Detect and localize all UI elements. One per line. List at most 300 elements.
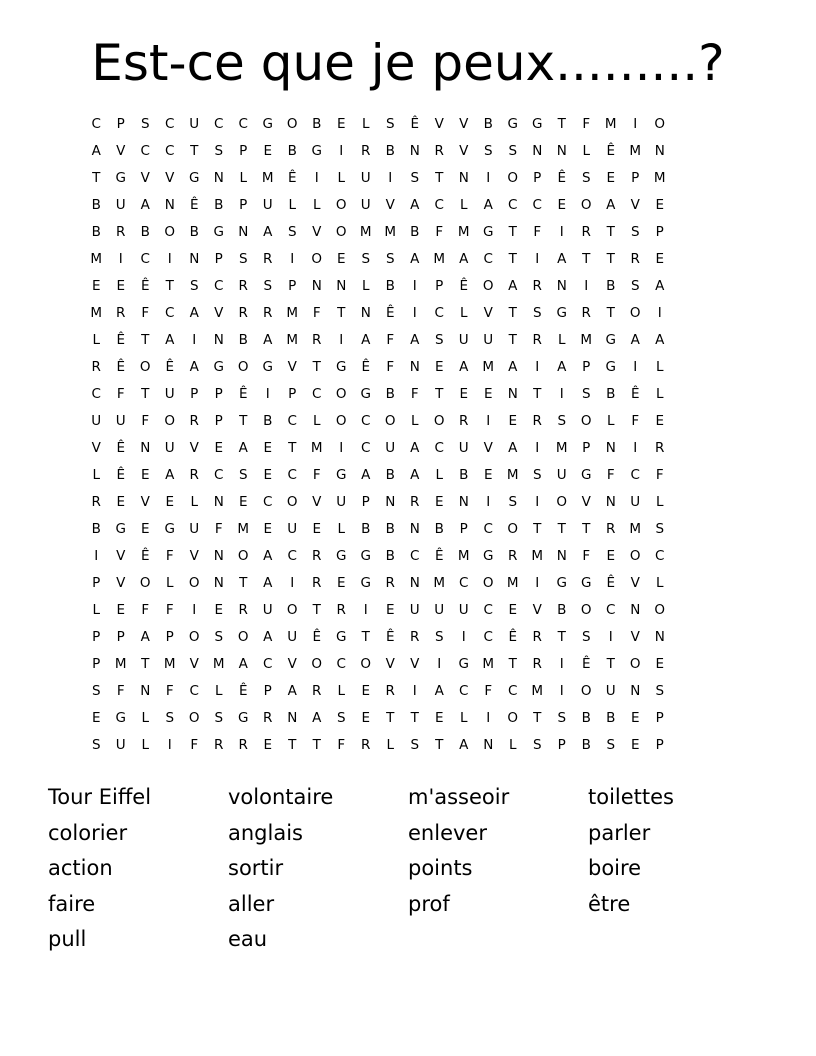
grid-letter: T [337,305,346,321]
grid-letter: S [238,251,248,267]
grid-letter: O [139,575,151,591]
grid-letter: C [434,305,444,321]
grid-letter: N [360,305,371,321]
grid-letter: G [164,521,175,537]
grid-letter: R [263,710,273,726]
grid-letter: M [580,332,593,348]
grid-letter: N [483,737,494,753]
grid-letter: T [239,575,248,591]
grid-letter: L [312,197,321,213]
grid-letter: N [164,197,175,213]
grid-letter: A [312,710,322,726]
grid-letter: O [237,629,249,645]
grid-letter: I [265,386,270,402]
grid-letter: S [385,116,395,132]
grid-row [84,248,732,275]
grid-letter: I [559,656,564,672]
grid-letter: T [239,413,248,429]
grid-row [84,518,732,545]
grid-letter: L [165,575,174,591]
grid-letter: Ê [116,359,126,375]
grid-letter: A [189,305,199,321]
grid-letter: L [92,467,101,483]
grid-letter: E [116,278,126,294]
grid-letter: G [115,170,126,186]
grid-letter: E [434,494,444,510]
grid-letter: S [238,467,248,483]
grid-letter: R [91,359,101,375]
grid-letter: A [165,332,175,348]
grid-letter: A [508,440,518,456]
grid-letter: I [412,683,417,699]
grid-letter: G [483,224,494,240]
grid-letter: R [581,305,591,321]
grid-letter: E [508,413,518,429]
grid-letter: E [630,710,640,726]
grid-letter: N [213,548,224,564]
grid-row [84,626,732,653]
grid-letter: C [361,413,371,429]
grid-letter: F [582,548,591,564]
grid-letter: S [91,737,101,753]
grid-letter: E [655,656,665,672]
grid-letter: M [212,656,225,672]
grid-letter: E [336,575,346,591]
grid-row [84,302,732,329]
grid-letter: L [557,332,566,348]
grid-letter: N [605,440,616,456]
grid-letter: L [288,197,297,213]
grid-letter: V [459,143,469,159]
grid-row [84,734,732,761]
grid-letter: U [336,494,347,510]
grid-letter: U [262,602,273,618]
grid-letter: T [508,224,517,240]
grid-letter: P [214,251,223,267]
grid-letter: P [459,521,468,537]
grid-letter: R [263,251,273,267]
grid-letter: C [238,116,248,132]
grid-letter: R [410,629,420,645]
grid-letter: V [189,548,199,564]
word-item: action [48,856,113,880]
grid-letter: I [633,116,638,132]
grid-letter: I [363,602,368,618]
grid-letter: T [435,386,444,402]
grid-letter: C [91,386,101,402]
grid-letter: I [559,386,564,402]
grid-letter: S [655,521,665,537]
grid-letter: U [189,521,200,537]
grid-letter: U [483,332,494,348]
grid-letter: I [290,575,295,591]
grid-letter: T [165,278,174,294]
grid-letter: P [165,629,174,645]
grid-letter: C [312,386,322,402]
grid-letter: T [508,251,517,267]
grid-letter: N [140,440,151,456]
grid-letter: E [361,683,371,699]
grid-letter: A [655,278,665,294]
grid-letter: A [287,683,297,699]
grid-letter: G [556,305,567,321]
grid-letter: U [360,170,371,186]
word-item: eau [228,927,268,951]
grid-letter: L [361,278,370,294]
grid-letter: C [140,251,150,267]
grid-letter: O [507,521,519,537]
grid-letter: R [116,224,126,240]
grid-letter: F [606,467,615,483]
grid-letter: T [312,359,321,375]
grid-letter: U [115,737,126,753]
grid-letter: S [581,629,591,645]
grid-letter: B [385,278,395,294]
grid-letter: P [361,494,370,510]
grid-letter: F [165,548,174,564]
grid-letter: G [605,359,616,375]
grid-row [84,653,732,680]
grid-letter: P [557,737,566,753]
grid-letter: A [238,440,248,456]
grid-letter: A [263,629,273,645]
grid-letter: P [655,710,664,726]
grid-letter: T [288,737,297,753]
grid-letter: E [630,737,640,753]
grid-letter: V [116,575,126,591]
grid-letter: M [310,440,323,456]
grid-letter: N [630,683,641,699]
grid-letter: A [459,251,469,267]
grid-letter: I [339,143,344,159]
grid-letter: A [557,251,567,267]
grid-letter: V [459,116,469,132]
grid-letter: E [606,548,616,564]
grid-letter: E [606,170,616,186]
grid-letter: M [629,521,642,537]
grid-letter: G [336,629,347,645]
grid-letter: P [655,224,664,240]
grid-letter: N [213,494,224,510]
grid-letter: E [238,494,248,510]
grid-letter: B [238,332,248,348]
word-item: m'asseoir [408,785,510,809]
grid-letter: M [482,656,495,672]
grid-letter: E [140,467,150,483]
grid-letter: T [533,710,542,726]
grid-letter: F [116,683,125,699]
grid-letter: T [508,656,517,672]
grid-letter: N [140,683,151,699]
grid-letter: N [213,170,224,186]
grid-letter: F [533,224,542,240]
grid-letter: F [655,467,664,483]
grid-row [84,410,732,437]
grid-letter: I [437,656,442,672]
grid-letter: T [410,710,419,726]
grid-letter: L [386,737,395,753]
grid-letter: V [140,494,150,510]
grid-letter: V [116,548,126,564]
grid-letter: A [140,629,150,645]
grid-letter: P [263,683,272,699]
grid-letter: L [190,494,199,510]
grid-letter: E [116,494,126,510]
grid-letter: C [655,548,665,564]
grid-letter: V [385,197,395,213]
grid-letter: I [94,548,99,564]
word-item: faire [48,891,96,916]
grid-letter: E [483,386,493,402]
grid-letter: G [360,575,371,591]
grid-letter: M [237,521,250,537]
grid-letter: M [384,224,397,240]
grid-letter: B [557,602,567,618]
grid-row [84,437,732,464]
grid-letter: E [336,116,346,132]
grid-letter: P [239,197,248,213]
grid-letter: S [214,629,224,645]
grid-letter: U [287,629,298,645]
grid-row [84,356,732,383]
grid-letter: S [557,710,567,726]
grid-letter: T [508,305,517,321]
grid-letter: M [90,305,103,321]
grid-letter: S [214,710,224,726]
grid-letter: S [532,737,542,753]
grid-letter: A [410,251,420,267]
grid-letter: M [90,251,103,267]
word-item: volontaire [228,785,334,809]
grid-letter: N [556,278,567,294]
grid-letter: C [483,602,493,618]
grid-letter: T [141,386,150,402]
grid-letter: U [164,386,175,402]
grid-letter: O [188,710,200,726]
grid-letter: E [214,440,224,456]
grid-letter: B [312,116,322,132]
grid-letter: B [361,521,371,537]
grid-letter: G [507,116,518,132]
grid-letter: T [312,602,321,618]
grid-letter: P [582,440,591,456]
grid-letter: O [482,278,494,294]
grid-letter: E [263,521,273,537]
grid-letter: F [165,683,174,699]
word-item: boire [588,856,642,880]
grid-letter: N [605,494,616,510]
grid-letter: C [287,548,297,564]
grid-letter: O [286,602,298,618]
grid-letter: O [286,116,298,132]
word-item: parler [588,820,651,845]
grid-letter: I [314,170,319,186]
grid-letter: L [459,305,468,321]
grid-letter: O [286,494,298,510]
grid-letter: P [92,575,101,591]
grid-row [84,491,732,518]
grid-letter: Ê [459,278,469,294]
grid-letter: Ê [557,170,567,186]
grid-letter: P [239,143,248,159]
grid-letter: P [214,386,223,402]
grid-letter: G [238,710,249,726]
grid-letter: B [606,386,616,402]
grid-letter: S [189,278,199,294]
grid-letter: Ê [238,683,248,699]
grid-letter: E [263,143,273,159]
grid-letter: V [483,305,493,321]
grid-letter: M [433,575,446,591]
grid-letter: A [263,548,273,564]
grid-letter: V [434,116,444,132]
grid-letter: F [386,332,395,348]
grid-letter: B [214,197,224,213]
grid-letter: V [116,143,126,159]
grid-letter: G [483,548,494,564]
grid-letter: B [91,521,101,537]
grid-letter: C [532,197,542,213]
grid-letter: S [361,251,371,267]
grid-letter: O [188,575,200,591]
grid-letter: T [533,386,542,402]
grid-letter: U [164,440,175,456]
grid-letter: L [459,710,468,726]
grid-letter: C [606,602,616,618]
grid-letter: P [92,629,101,645]
grid-letter: P [655,737,664,753]
word-column [48,780,228,958]
grid-letter: E [361,710,371,726]
grid-letter: A [361,332,371,348]
grid-letter: E [165,494,175,510]
grid-letter: A [557,359,567,375]
grid-letter: O [384,413,396,429]
grid-row [84,680,732,707]
grid-letter: M [653,170,666,186]
grid-letter: G [605,332,616,348]
grid-letter: A [508,359,518,375]
grid-letter: T [582,251,591,267]
grid-letter: O [507,170,519,186]
grid-letter: S [630,224,640,240]
grid-letter: R [385,575,395,591]
grid-letter: L [141,737,150,753]
grid-letter: E [655,413,665,429]
grid-letter: S [581,170,591,186]
word-item: aller [228,891,275,916]
grid-letter: S [655,683,665,699]
grid-letter: S [263,278,273,294]
grid-letter: N [189,251,200,267]
grid-letter: P [288,386,297,402]
grid-letter: V [91,440,101,456]
grid-letter: T [508,332,517,348]
grid-letter: I [339,332,344,348]
grid-letter: R [336,602,346,618]
grid-letter: C [140,143,150,159]
grid-letter: I [290,251,295,267]
grid-letter: O [654,602,666,618]
grid-letter: V [165,170,175,186]
grid-letter: Ê [116,440,126,456]
grid-letter: R [532,413,542,429]
grid-letter: F [141,413,150,429]
grid-letter: Ê [385,629,395,645]
grid-letter: A [410,332,420,348]
grid-letter: S [557,413,567,429]
grid-letter: F [312,467,321,483]
grid-letter: F [337,737,346,753]
grid-letter: Ê [189,197,199,213]
grid-letter: V [385,656,395,672]
grid-letter: G [581,467,592,483]
grid-letter: C [459,683,469,699]
grid-letter: R [532,629,542,645]
grid-letter: N [238,224,249,240]
grid-letter: M [114,656,127,672]
grid-letter: A [361,467,371,483]
grid-letter: R [238,305,248,321]
grid-letter: L [655,386,664,402]
grid-letter: N [409,575,420,591]
grid-letter: Ê [508,629,518,645]
grid-letter: T [141,332,150,348]
grid-letter: R [606,521,616,537]
grid-letter: N [556,548,567,564]
grid-letter: C [483,629,493,645]
grid-letter: F [386,359,395,375]
grid-letter: P [116,116,125,132]
grid-letter: T [557,629,566,645]
grid-letter: P [435,278,444,294]
grid-letter: U [91,413,102,429]
grid-letter: L [337,683,346,699]
grid-letter: N [630,602,641,618]
grid-row [84,599,732,626]
grid-letter: Ê [165,359,175,375]
grid-letter: Ê [606,143,616,159]
grid-letter: F [190,737,199,753]
grid-letter: O [335,197,347,213]
grid-letter: G [360,548,371,564]
grid-letter: B [91,197,101,213]
grid-letter: B [140,224,150,240]
grid-letter: P [288,278,297,294]
grid-letter: O [164,413,176,429]
grid-letter: E [214,602,224,618]
grid-letter: A [434,683,444,699]
grid-letter: E [385,602,395,618]
grid-letter: B [91,224,101,240]
grid-letter: T [435,170,444,186]
grid-letter: R [91,494,101,510]
grid-letter: R [532,656,542,672]
grid-letter: C [630,467,640,483]
grid-letter: V [532,602,542,618]
grid-letter: C [263,494,273,510]
grid-letter: O [335,224,347,240]
grid-letter: U [556,467,567,483]
grid-letter: U [287,521,298,537]
word-item: colorier [48,820,128,845]
grid-letter: V [189,440,199,456]
grid-letter: R [189,413,199,429]
grid-letter: G [213,224,224,240]
grid-letter: U [385,440,396,456]
word-item: toilettes [588,785,674,809]
grid-letter: B [263,413,273,429]
